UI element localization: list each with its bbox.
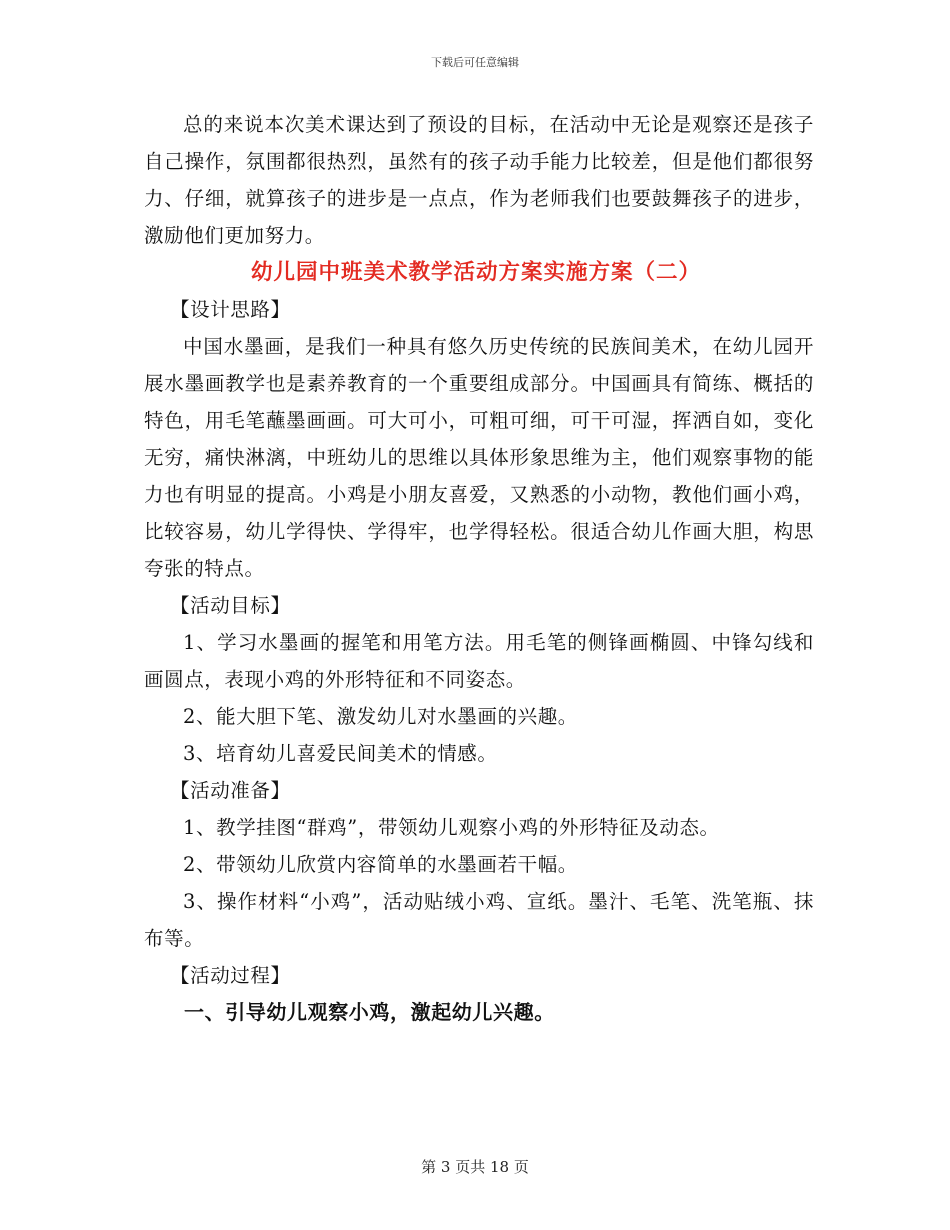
process-section-label: 【活动过程】: [170, 964, 291, 987]
preparation-item: 3、操作材料“小鸡”，活动贴绒小鸡、宣纸。墨汁、毛笔、洗笔瓶、抹布等。: [144, 890, 814, 950]
page-footer: 第 3 页共 18 页: [421, 1158, 529, 1176]
goals-section-label: 【活动目标】: [170, 594, 291, 617]
process-step-heading: 一、引导幼儿观察小鸡，激起幼儿兴趣。: [184, 1000, 555, 1024]
design-paragraph: 中国水墨画，是我们一种具有悠久历史传统的民族间美术，在幼儿园开展水墨画教学也是素养教育的一个重要组成部分。中国画具有简练、概括的特色，用毛笔蘸墨画画。可大可小，可粗可细，可干可湿，挥洒自如，变化无穷，痛快淋漓，中班幼儿的思维以具体形象思维为主，他们观察事物的能力也有明显的提高。小鸡是小朋友喜爱，又熟悉的小动物，教他们画小鸡，比较容易，幼儿学得快、学得牢，也学得轻松。很适合幼儿作画大胆，构思夸张的特点。: [144, 335, 814, 580]
intro-paragraph: 总的来说本次美术课达到了预设的目标，在活动中无论是观察还是孩子自己操作，氛围都很热烈，虽然有的孩子动手能力比较差，但是他们都很努力、仔细，就算孩子的进步是一点点，作为老师我们也要鼓舞孩子的进步，激励他们更加努力。: [144, 113, 814, 247]
preparation-section-label: 【活动准备】: [170, 779, 291, 802]
preparation-item: 2、带领幼儿欣赏内容简单的水墨画若干幅。: [183, 853, 578, 876]
document-body: [144, 106, 814, 1031]
page-header: 下载后可任意编辑: [431, 56, 519, 69]
goal-item: 2、能大胆下笔、激发幼儿对水墨画的兴趣。: [183, 705, 578, 728]
design-section-label: 【设计思路】: [170, 298, 291, 321]
goal-item: 1、学习水墨画的握笔和用笔方法。用毛笔的侧锋画椭圆、中锋勾线和画圆点，表现小鸡的外形特征和不同姿态。: [144, 631, 814, 691]
goal-item: 3、培育幼儿喜爱民间美术的情感。: [183, 742, 498, 765]
document-title: 幼儿园中班美术教学活动方案实施方案（二）: [250, 260, 701, 285]
preparation-item: 1、教学挂图“群鸡”，带领幼儿观察小鸡的外形特征及动态。: [183, 816, 720, 839]
